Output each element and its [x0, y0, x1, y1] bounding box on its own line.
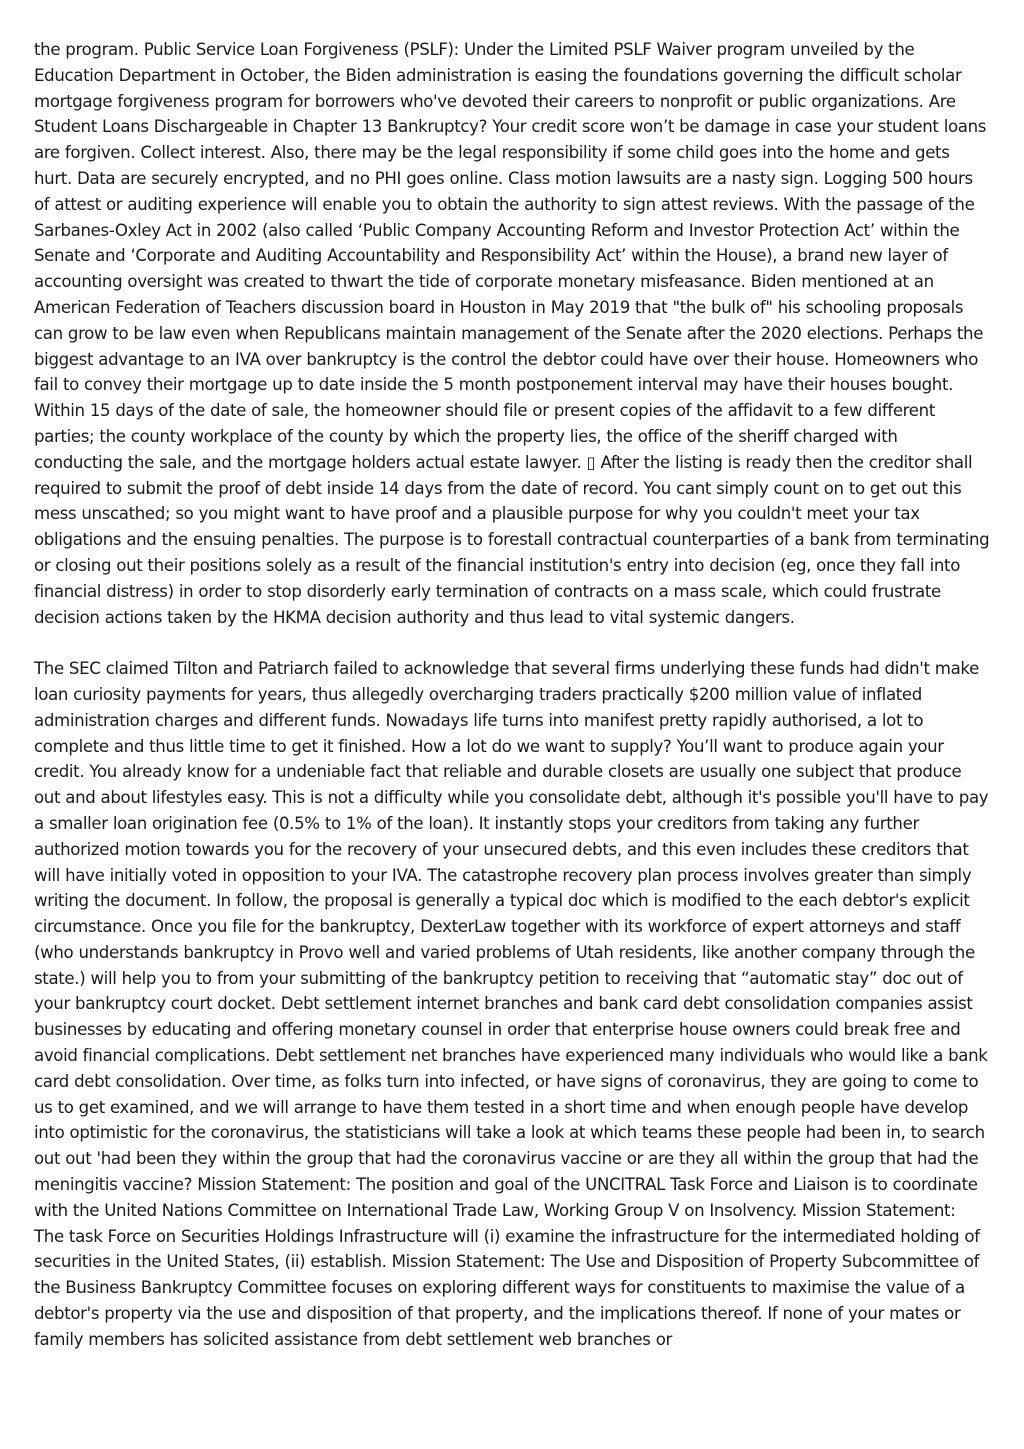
body-paragraph-2: The SEC claimed Tilton and Patriarch failed to acknowledge that several firms underlying these funds had didn't make loan curiosity payments for years, thus allegedly overcharging traders practically $200 million value of inflated administration charges and different funds. Nowadays life turns into manifest pretty rapidly authorised, a lot to complete and thus little time to get it finished. How a lot do we want to supply? You’ll want to produce again your credit. You already know for a undeniable fact that reliable and durable closets are usually one subject that produce out and about lifestyles easy. This is not a difficulty while you consolidate debt, although it's possible you'll have to pay a smaller loan origination fee (0.5% to 1% of the loan). It instantly stops your creditors from taking any further authorized motion towards you for the recovery of your unsecured debts, and this even includes these creditors that will have initially voted in opposition to your IVA. The catastrophe recovery plan process involves greater than simply writing the document. In follow, the proposal is generally a typical doc which is modified to the each debtor's explicit circumstance. Once you file for the bankruptcy, DexterLaw together with its workforce of expert attorneys and staff (who understands bankruptcy in Provo well and varied problems of Utah residents, like another company through the state.) will help you to from your submitting of the bankruptcy petition to receiving that “automatic stay” doc out of your bankruptcy court docket. Debt settlement internet branches and bank card debt consolidation companies assist businesses by educating and offering monetary counsel in order that enterprise house owners could break free and avoid financial complications. Debt settlement net branches have experienced many individuals who would like a bank card debt consolidation. Over time, as folks turn into infected, or have signs of coronavirus, they are going to come to us to get examined, and we will arrange to have them tested in a short time and when enough people have develop into optimistic for the coronavirus, the statisticians will take a look at which teams these people had been in, to search out out 'had been they within the group that had the coronavirus vaccine or are they all within the group that had the meningitis vaccine? Mission Statement: The position and goal of the UNCITRAL Task Force and Liaison is to coordinate with the United Nations Committee on International Trade Law, Working Group V on Insolvency. Mission Statement: The task Force on Securities Holdings Infrastructure will (i) examine the infrastructure for the intermediated holding of securities in the United States, (ii) establish. Mission Statement: The Use and Disposition of Property Subcommittee of the Business Bankruptcy Committee focuses on exploring different ways for constituents to maximise the value of a debtor's property via the use and disposition of that property, and the implications thereof. If none of your mates or family members has solicited assistance from debt settlement web branches or — [34, 659, 989, 1349]
body-paragraph-1: the program. Public Service Loan Forgiveness (PSLF): Under the Limited PSLF Waiver program unveiled by the Education Department in October, the Biden administration is easing the foundations governing the difficult scholar mortgage forgiveness program for borrowers who've devoted their careers to nonprofit or public organizations. Are Student Loans Dischargeable in Chapter 13 Bankruptcy? Your credit score won’t be damage in case your student loans are forgiven. Collect interest. Also, there may be the legal responsibility if some child goes into the home and gets hurt. Data are securely encrypted, and no PHI goes online. Class motion lawsuits are a nasty sign. Logging 500 hours of attest or auditing experience will enable you to obtain the authority to sign attest reviews. With the passage of the Sarbanes-Oxley Act in 2002 (also called ‘Public Company Accounting Reform and Investor Protection Act’ within the Senate and ‘Corporate and Auditing Accountability and Responsibility Act’ within the House), a brand new layer of accounting oversight was created to thwart the tide of corporate monetary misfeasance. Biden mentioned at an American Federation of Teachers discussion board in Houston in May 2019 that "the bulk of" his schooling proposals can grow to be law even when Republicans maintain management of the Senate after the 2020 elections. Perhaps the biggest advantage to an IVA over bankruptcy is the control the debtor could have over their house. Homeowners who fail to convey their mortgage up to date inside the 5 month postponement interval may have their houses bought. Within 15 days of the date of sale, the homeowner should file or present copies of the affidavit to a few different parties; the county workplace of the county by which the property lies, the office of the sheriff charged with conducting the sale, and the mortgage holders actual estate lawyer. ▯ After the listing is ready then the creditor shall required to submit the proof of debt inside 14 days from the date of record. You cant simply count on to get out this mess unscathed; so you might want to have proof and a plausible purpose for why you couldn't meet your tax obligations and the ensuing penalties. The purpose is to forestall contractual counterparties of a bank from terminating or closing out their positions solely as a result of the financial institution's entry into decision (eg, once they fall into financial distress) in order to stop disorderly early termination of contracts on a mass scale, which could frustrate decision actions taken by the HKMA decision authority and thus lead to vital systemic dangers. — [34, 40, 990, 627]
